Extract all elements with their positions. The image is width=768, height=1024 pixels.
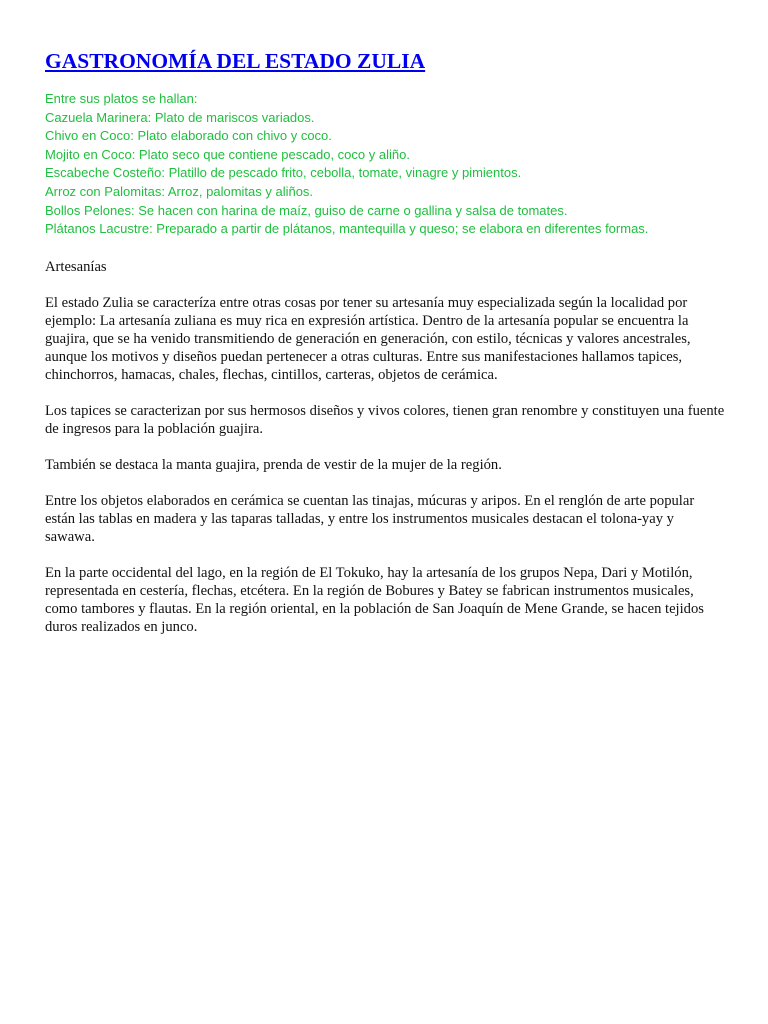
crafts-paragraph: También se destaca la manta guajira, prenda de vestir de la mujer de la región. [45, 456, 502, 473]
crafts-paragraph: En la parte occidental del lago, en la región de El Tokuko, hay la artesanía de los grupos Nepa, Dari y Motilón, representada en cestería, flechas, etcétera. En la región de Bobures y Batey se fabrican instrumentos musicales, como tambores y flautas. En la región oriental, en la población de San Joaquín de Mene Grande, se hacen tejidos duros realizados en junco. [45, 564, 704, 635]
dish-item: Bollos Pelones: Se hacen con harina de maíz, guiso de carne o gallina y salsa de tomates. [45, 202, 568, 218]
dish-item: Mojito en Coco: Plato seco que contiene pescado, coco y aliño. [45, 146, 410, 162]
dish-item: Escabeche Costeño: Platillo de pescado frito, cebolla, tomate, vinagre y pimientos. [45, 165, 522, 181]
page-title[interactable]: GASTRONOMÍA DEL ESTADO ZULIA [45, 49, 426, 73]
crafts-paragraph: El estado Zulia se caracteríza entre otras cosas por tener su artesanía muy especializada según la localidad por ejemplo: La artesanía zuliana es muy rica en expresión artística. Dentro de la artesanía popular se encuentra la guajira, que se ha venido transmitiendo de generación en generación, con estilo, técnicas y valores ancestrales, aunque los motivos y diseños puedan pertenecer a otras culturas. Entre sus manifestaciones hallamos tapices, chinchorros, hamacas, chales, flechas, cintillos, carteras, objetos de cerámica. [45, 294, 691, 383]
crafts-paragraph: Los tapices se caracterizan por sus hermosos diseños y vivos colores, tienen gran renombre y constituyen una fuente de ingresos para la población guajira. [45, 402, 725, 437]
dish-item: Cazuela Marinera: Plato de mariscos variados. [45, 109, 315, 125]
dish-item: Plátanos Lacustre: Preparado a partir de plátanos, mantequilla y queso; se elabora en diferentes formas. [45, 221, 649, 237]
crafts-paragraph: Entre los objetos elaborados en cerámica se cuentan las tinajas, múcuras y aripos. En el renglón de arte popular están las tablas en madera y las taparas talladas, y entre los instrumentos musicales destacan el tolona-yay y sawawa. [45, 492, 695, 545]
dishes-intro: Entre sus platos se hallan: [45, 91, 198, 106]
dish-item: Chivo en Coco: Plato elaborado con chivo y coco. [45, 128, 332, 144]
crafts-heading: Artesanías [45, 258, 107, 275]
crafts-section [45, 258, 725, 636]
dish-item: Arroz con Palomitas: Arroz, palomitas y aliños. [45, 183, 314, 199]
document-page [45, 47, 725, 654]
dishes-list [45, 90, 725, 239]
